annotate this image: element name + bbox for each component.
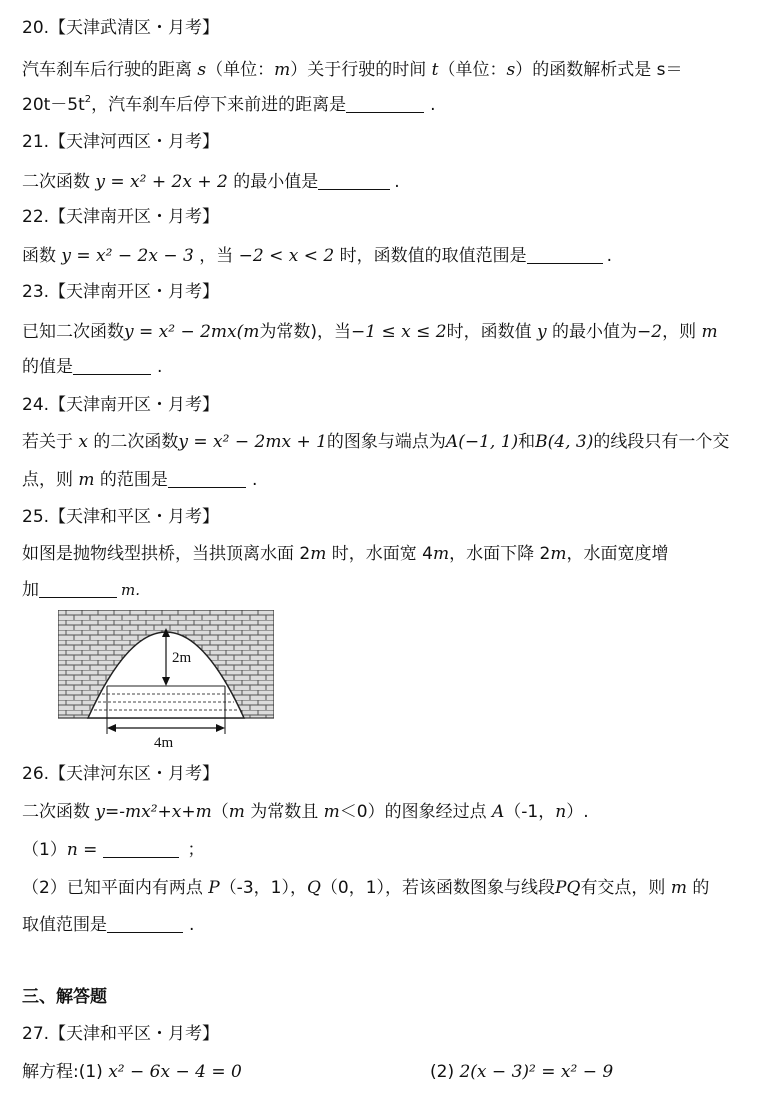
q27-header: 27.【天津和平区・月考】 — [22, 1024, 220, 1044]
text: 点，则 — [22, 470, 79, 490]
text: ，水面宽度增 — [566, 544, 669, 564]
text: 汽车刹车后行驶的距离 — [22, 60, 198, 80]
var-m: m — [701, 322, 718, 342]
q22-text — [22, 244, 612, 268]
text: 的二次函数 — [88, 432, 179, 452]
unit-m: m — [432, 544, 450, 564]
q27-equation2 — [430, 1060, 613, 1084]
formula: y = x² + 2x + 2 — [95, 172, 228, 192]
exponent: 2 — [84, 94, 92, 105]
var-x: x — [78, 432, 88, 452]
height-label: 2m — [172, 650, 192, 666]
var-s: s — [197, 60, 207, 80]
var-t: t — [431, 60, 439, 80]
value: −2 — [637, 322, 663, 342]
q25-text-line1 — [22, 542, 668, 566]
q23-header: 23.【天津南开区・月考】 — [22, 282, 220, 302]
text: ，汽车刹车后停下来前进的距离是 — [91, 95, 347, 115]
section-title: 三、解答题 — [22, 987, 107, 1007]
text: （-3，1）， — [219, 878, 307, 898]
var-m: m — [323, 802, 340, 822]
point-a: A(−1, 1) — [445, 432, 519, 452]
q26-part2-line1 — [22, 876, 709, 900]
width-label: 4m — [154, 735, 174, 750]
formula: 20t－5t — [22, 95, 85, 115]
period: . — [157, 357, 163, 377]
answer-blank[interactable] — [103, 839, 179, 858]
q21-header: 21.【天津河西区・月考】 — [22, 132, 220, 152]
text: 若关于 — [22, 432, 79, 452]
condition: −2 < x < 2 — [238, 246, 335, 266]
var-m: m — [228, 802, 245, 822]
q26-part1 — [22, 838, 204, 862]
var-s: s — [506, 60, 516, 80]
text: 有交点，则 — [580, 878, 671, 898]
var-m: m — [274, 60, 291, 80]
equation: x² − 6x − 4 = 0 — [108, 1062, 242, 1082]
unit-label: m. — [121, 581, 140, 599]
var-m: m — [78, 470, 95, 490]
q24-header: 24.【天津南开区・月考】 — [22, 395, 220, 415]
answer-blank[interactable] — [168, 469, 246, 488]
equation: 2(x − 3)² = x² − 9 — [459, 1062, 614, 1082]
text: ，当 — [193, 246, 239, 266]
period: . — [430, 95, 436, 115]
text: 函数 — [22, 246, 62, 266]
text: 时，水面宽 4 — [326, 544, 433, 564]
semicolon: ； — [187, 840, 205, 860]
text: 的值是 — [22, 357, 73, 377]
text: (2) — [430, 1062, 460, 1082]
text: 为常数且 — [244, 802, 324, 822]
point-a: A — [492, 802, 505, 822]
var-n: n — [555, 802, 567, 822]
text: 的图象与端点为 — [326, 432, 446, 452]
q24-text-line1 — [22, 430, 729, 454]
period: . — [394, 172, 400, 192]
text: ，则 — [662, 322, 702, 342]
point-b: B(4, 3) — [535, 432, 594, 452]
unit-m: m — [310, 544, 327, 564]
text: （0，1），若该函数图象与线段 — [320, 878, 556, 898]
q24-text-line2 — [22, 468, 257, 492]
answer-blank[interactable] — [346, 94, 424, 113]
period: . — [189, 915, 195, 935]
arch-bridge-figure — [58, 610, 274, 750]
text: ）的函数解析式是 s＝ — [515, 60, 683, 80]
q20-text-line2 — [22, 93, 436, 117]
part-number: （1） — [22, 840, 67, 860]
text: 为常数)，当 — [259, 322, 352, 342]
q27-equation1 — [22, 1060, 242, 1084]
point-q: Q — [306, 878, 321, 898]
q26-header: 26.【天津河东区・月考】 — [22, 764, 220, 784]
text: ）. — [566, 802, 589, 822]
period: . — [606, 246, 612, 266]
text: （单位： — [438, 60, 507, 80]
text: 取值范围是 — [22, 915, 107, 935]
answer-blank[interactable] — [39, 579, 117, 598]
answer-blank[interactable] — [318, 171, 390, 190]
q26-text — [22, 800, 589, 824]
text: 的线段只有一个交 — [593, 432, 730, 452]
arrow-head-right-icon — [216, 724, 225, 732]
unit-m: m — [550, 544, 567, 564]
segment-pq: PQ — [555, 878, 581, 898]
text: 已知二次函数 — [22, 322, 124, 342]
text: ）关于行驶的时间 — [290, 60, 432, 80]
formula: n = — [66, 840, 98, 860]
answer-blank[interactable] — [107, 914, 183, 933]
var-y: y — [537, 322, 547, 342]
q25-header: 25.【天津和平区・月考】 — [22, 507, 220, 527]
q20-text-line1 — [22, 58, 683, 82]
formula: y = x² − 2x − 3 — [61, 246, 194, 266]
period: . — [251, 470, 258, 490]
formula: y=-mx²+x+m — [95, 802, 212, 822]
var-m: m — [670, 878, 687, 898]
text: 的 — [686, 878, 710, 898]
text: 解方程:(1) — [22, 1062, 109, 1082]
text: 的范围是 — [94, 470, 168, 490]
text: 二次函数 — [22, 172, 96, 192]
text: 如图是抛物线型拱桥，当拱顶离水面 2 — [22, 544, 311, 564]
text: 二次函数 — [22, 802, 96, 822]
q23-text-line2 — [22, 355, 162, 379]
text: 的最小值是 — [227, 172, 319, 192]
formula: y = x² − 2mx + 1 — [178, 432, 327, 452]
text: （2）已知平面内有两点 — [22, 878, 209, 898]
text: 的最小值为 — [546, 322, 638, 342]
condition: −1 ≤ x ≤ 2 — [351, 322, 447, 342]
text: ＜0）的图象经过点 — [339, 802, 493, 822]
text: 和 — [518, 432, 536, 452]
answer-blank[interactable] — [527, 245, 603, 264]
formula: y = x² − 2mx(m — [124, 322, 260, 342]
arrow-head-left-icon — [107, 724, 116, 732]
text: （单位： — [206, 60, 275, 80]
text: ，水面下降 2 — [449, 544, 551, 564]
text: （-1， — [504, 802, 556, 822]
q26-part2-line2 — [22, 913, 194, 937]
q23-text-line1 — [22, 320, 718, 344]
q22-header: 22.【天津南开区・月考】 — [22, 207, 220, 227]
text: （ — [211, 802, 229, 822]
text: 加 — [22, 580, 39, 600]
text: 时，函数值的取值范围是 — [334, 246, 527, 266]
answer-blank[interactable] — [73, 356, 151, 375]
point-p: P — [208, 878, 220, 898]
q25-text-line2 — [22, 578, 140, 602]
text: 时，函数值 — [446, 322, 538, 342]
q20-header: 20.【天津武清区・月考】 — [22, 18, 220, 38]
q21-text — [22, 170, 400, 194]
